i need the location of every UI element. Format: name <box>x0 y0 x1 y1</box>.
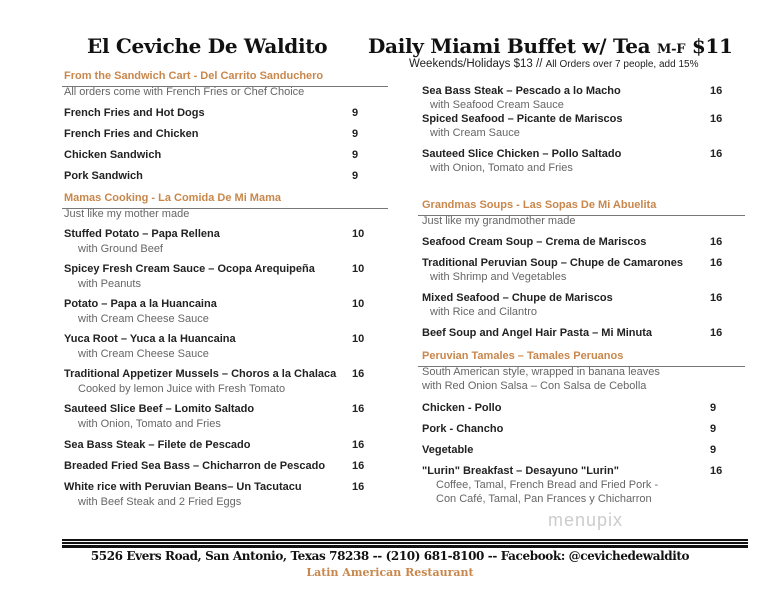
menu-item-name: Sauteed Slice Beef – Lomito Saltado <box>64 403 255 415</box>
buffet-title-text: Daily Miami Buffet w/ Tea <box>368 34 651 58</box>
menu-item-description: with Beef Steak and 2 Fried Eggs <box>78 496 242 508</box>
menu-item-name: Chicken Sandwich <box>64 149 162 161</box>
menu-item-description: with Onion, Tomato and Fries <box>78 418 221 430</box>
menu-item-name: Pork - Chancho <box>422 423 504 435</box>
menu-item-name: White rice with Peruvian Beans– Un Tacutacu <box>64 481 302 493</box>
menu-item-price: 9 <box>352 149 359 161</box>
section-note: Just like my mother made <box>64 208 190 220</box>
buffet-price: $11 <box>691 34 733 58</box>
menu-item-price: 16 <box>352 481 365 493</box>
menu-item-name: Breaded Fried Sea Bass – Chicharron de Pescado <box>64 460 326 472</box>
buffet-subtitle <box>409 58 698 70</box>
section-note: Just like my grandmother made <box>422 215 576 227</box>
menu-item-price: 16 <box>710 465 723 477</box>
menu-item-name: French Fries and Hot Dogs <box>64 107 205 119</box>
section-title: Grandmas Soups - Las Sopas De Mi Abuelita <box>422 199 657 211</box>
menu-item-name: Pork Sandwich <box>64 170 143 182</box>
menu-item-price: 16 <box>710 292 723 304</box>
menu-item-price: 16 <box>710 327 723 339</box>
footer-rule <box>62 545 748 548</box>
menu-item-price: 16 <box>352 403 365 415</box>
menu-item-name: Mixed Seafood – Chupe de Mariscos <box>422 292 613 304</box>
menu-item-name: Sea Bass Steak – Filete de Pescado <box>64 439 251 451</box>
menu-item-price: 16 <box>710 113 723 125</box>
menu-item-price: 9 <box>710 423 717 435</box>
menu-item-price: 10 <box>352 228 365 240</box>
weekend-note: Weekends/Holidays $13 // <box>409 58 543 70</box>
menu-item-price: 9 <box>710 444 717 456</box>
menu-item-price: 9 <box>352 107 359 119</box>
menu-item-price: 9 <box>352 128 359 140</box>
menu-item-name: Yuca Root – Yuca a la Huancaina <box>64 333 236 345</box>
section-title: From the Sandwich Cart - Del Carrito Sanduchero <box>64 70 324 82</box>
buffet-title <box>368 34 733 58</box>
menu-item-price: 16 <box>352 460 365 472</box>
menu-item-price: 16 <box>710 85 723 97</box>
menu-item-description: with Rice and Cilantro <box>430 306 537 318</box>
menu-item-price: 10 <box>352 298 365 310</box>
section-note: All orders come with French Fries or Chef Choice <box>64 86 305 98</box>
restaurant-name: El Ceviche De Waldito <box>87 34 328 58</box>
menu-item-description: with Shrimp and Vegetables <box>430 271 567 283</box>
menu-item-description: with Cream Cheese Sauce <box>78 313 209 325</box>
menu-item-description: Coffee, Tamal, French Bread and Fried Pork - <box>436 479 659 491</box>
menu-item-price: 10 <box>352 333 365 345</box>
menu-item-price: 10 <box>352 263 365 275</box>
menu-item-name: Spiced Seafood – Picante de Mariscos <box>422 113 623 125</box>
menu-item-price: 16 <box>710 236 723 248</box>
menu-item-name: French Fries and Chicken <box>64 128 199 140</box>
menu-item-description: with Peanuts <box>78 278 141 290</box>
menu-item-description: Cooked by lemon Juice with Fresh Tomato <box>78 383 286 395</box>
section-title: Mamas Cooking - La Comida De Mi Mama <box>64 192 281 204</box>
menu-item-name: Spicey Fresh Cream Sauce – Ocopa Arequipeña <box>64 263 315 275</box>
menu-item-name: Vegetable <box>422 444 474 456</box>
menu-item-name: "Lurin" Breakfast – Desayuno "Lurin" <box>422 465 619 477</box>
footer-tagline: Latin American Restaurant <box>306 566 474 579</box>
section-title: Peruvian Tamales – Tamales Peruanos <box>422 350 624 362</box>
menu-item-description: with Seafood Cream Sauce <box>430 99 564 111</box>
menu-item-name: Traditional Peruvian Soup – Chupe de Camarones <box>422 257 684 269</box>
menu-item-name: Potato – Papa a la Huancaina <box>64 298 217 310</box>
menu-item-name: Sauteed Slice Chicken – Pollo Saltado <box>422 148 622 160</box>
menu-item-price: 16 <box>710 148 723 160</box>
menu-item-price: 16 <box>710 257 723 269</box>
menupix-watermark: menupix <box>548 510 624 530</box>
menu-item-name: Beef Soup and Angel Hair Pasta – Mi Minuta <box>422 327 653 339</box>
menu-item-price: 9 <box>352 170 359 182</box>
menu-item-description: with Onion, Tomato and Fries <box>430 162 573 174</box>
footer-address: 5526 Evers Road, San Antonio, Texas 78238 -- (210) 681-8100 -- Facebook: @cevichedewaldito <box>90 549 690 563</box>
menu-item-price: 16 <box>352 439 365 451</box>
buffet-days: M-F <box>657 42 686 57</box>
menu-item-name: Sea Bass Steak – Pescado a lo Macho <box>422 85 621 97</box>
footer-rule <box>62 539 748 541</box>
menu-item-description: with Ground Beef <box>78 243 163 255</box>
menu-item-description: Con Café, Tamal, Pan Frances y Chicharron <box>436 493 652 505</box>
menu-item-name: Traditional Appetizer Mussels – Choros a la Chalaca <box>64 368 337 380</box>
menu-item-description: with Cream Cheese Sauce <box>78 348 209 360</box>
footer-rule <box>62 542 748 544</box>
section-note: South American style, wrapped in banana leaves <box>422 366 660 378</box>
section-note: with Red Onion Salsa – Con Salsa de Cebolla <box>422 380 647 392</box>
menu-item-name: Stuffed Potato – Papa Rellena <box>64 228 220 240</box>
menu-item-description: with Cream Sauce <box>430 127 520 139</box>
menu-item-name: Chicken - Pollo <box>422 402 502 414</box>
menu-item-name: Seafood Cream Soup – Crema de Mariscos <box>422 236 647 248</box>
group-note: All Orders over 7 people, add 15% <box>545 59 699 70</box>
menu-item-price: 16 <box>352 368 365 380</box>
menu-item-price: 9 <box>710 402 717 414</box>
